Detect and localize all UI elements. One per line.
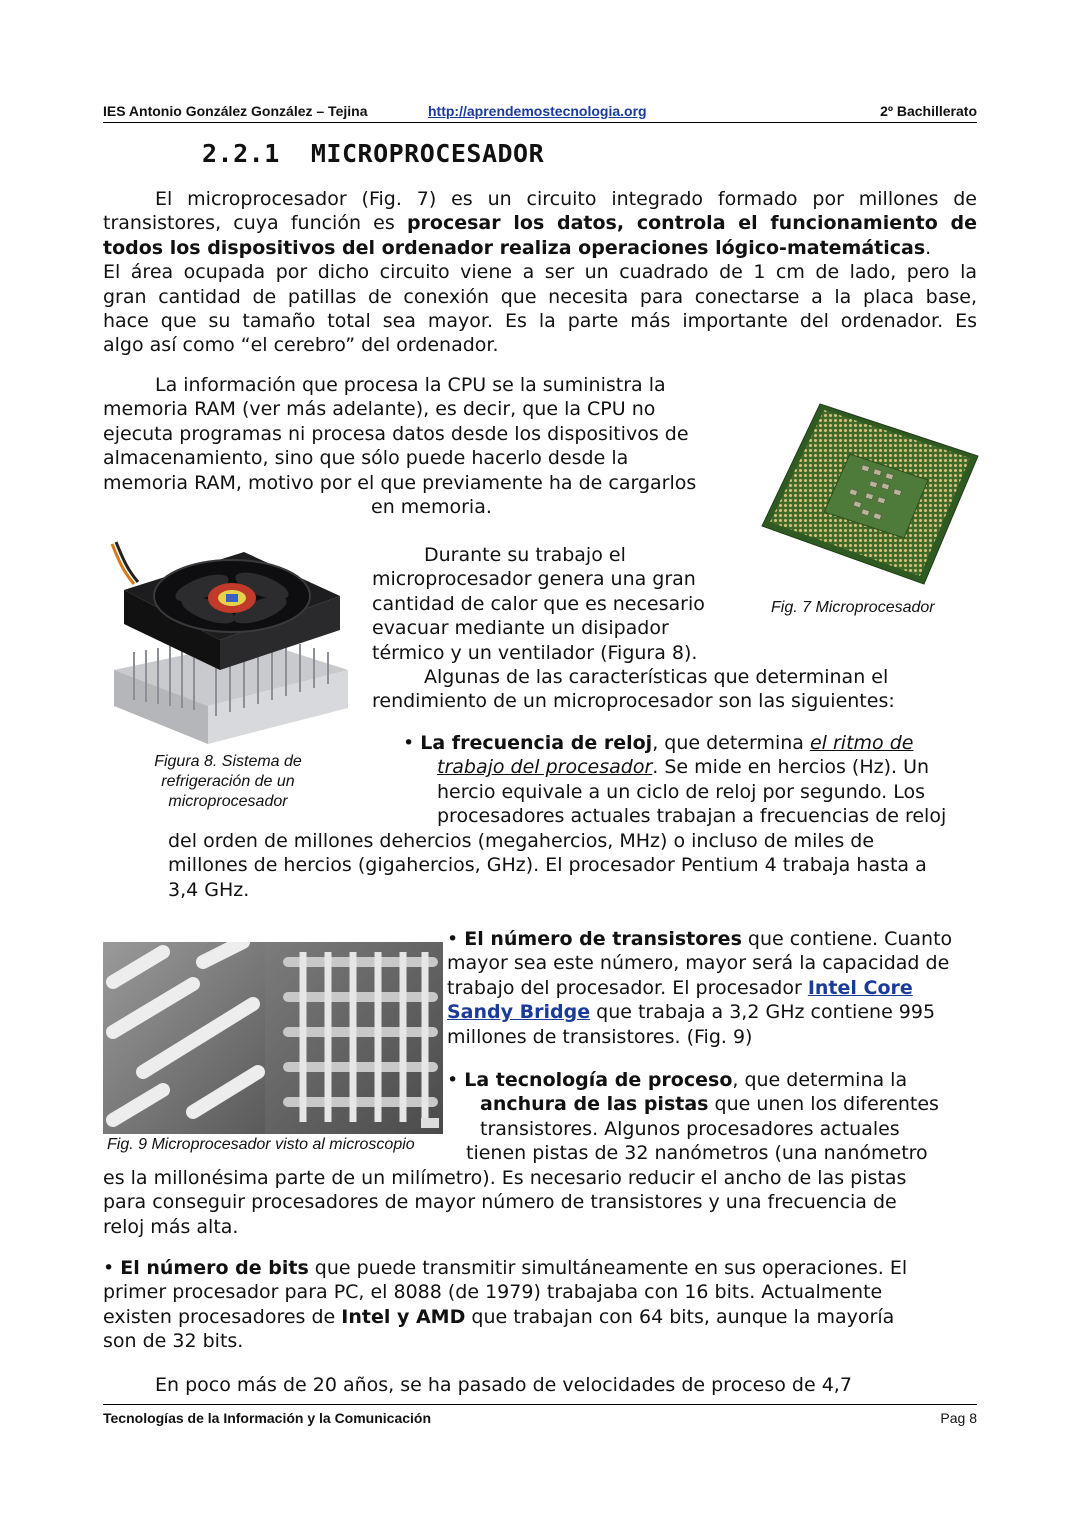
- text: que unen los diferentes: [708, 1093, 939, 1116]
- header-url[interactable]: [428, 103, 647, 119]
- line: ejecuta programas ni procesa datos desde los dispositivos de: [103, 422, 689, 445]
- line: algo así como “el cerebro” del ordenador.: [103, 334, 499, 357]
- text: . Se mide en hercios (Hz). Un: [652, 756, 930, 779]
- line: millones de transistores. (Fig. 9): [447, 1025, 753, 1048]
- line: son de 32 bits.: [103, 1330, 244, 1353]
- text: que puede transmitir simultáneamente en sus operaciones. El: [308, 1257, 908, 1279]
- text: que trabajan con 64 bits, aunque la mayoría: [465, 1305, 895, 1328]
- paragraph-intro: [103, 187, 977, 358]
- line: procesadores actuales trabajan a frecuencias de reloj: [437, 805, 947, 828]
- fig7-caption: Fig. 7 Microprocesador: [771, 599, 935, 616]
- line: La información que procesa la CPU se la suministra la: [155, 374, 666, 396]
- caption-line: microprocesador: [168, 793, 288, 810]
- link-intel-core[interactable]: Intel Core: [807, 976, 913, 999]
- bold-text: anchura de las pistas: [480, 1093, 709, 1116]
- bullet-transistors: [447, 927, 979, 1049]
- footer-subject: Tecnologías de la Información y la Comunicación: [103, 1410, 432, 1426]
- link-ritmo[interactable]: el ritmo de: [809, 732, 914, 754]
- bold-text: El número de transistores: [464, 928, 742, 950]
- header-level: 2º Bachillerato: [880, 103, 977, 119]
- line: para conseguir procesadores de mayor número de transistores y una frecuencia de: [103, 1191, 897, 1214]
- line: reloj más alta.: [103, 1215, 239, 1238]
- line: transistores. Algunos procesadores actuales: [480, 1117, 900, 1140]
- bullet: •: [447, 1069, 459, 1091]
- line: primer procesador para PC, el 8088 (de 1979) trabajaba con 16 bits. Actualmente: [103, 1281, 883, 1304]
- section-title-text: MICROPROCESADOR: [310, 139, 545, 168]
- bullet-bits: [103, 1256, 977, 1354]
- line: Algunas de las características que determinan el: [424, 666, 889, 689]
- heatsink-image: [104, 540, 352, 752]
- bullet-process: [447, 1068, 979, 1166]
- line: [447, 1000, 979, 1024]
- line: rendimiento de un microprocesador son las siguientes:: [372, 690, 895, 713]
- line: [447, 1068, 979, 1092]
- text: que contiene. Cuanto: [741, 928, 953, 950]
- line: hercio equivale a un ciclo de reloj por segundo. Los: [437, 780, 925, 803]
- footer-rule: [103, 1404, 977, 1405]
- line: [103, 236, 977, 260]
- line: memoria RAM (ver más adelante), es decir, que la CPU no: [103, 398, 656, 421]
- line: gran cantidad de patillas de conexión que necesita para conectarse a la placa base,: [103, 285, 977, 308]
- bullet: •: [447, 928, 459, 950]
- text: existen procesadores de: [103, 1305, 342, 1328]
- paragraph-heat: [372, 543, 932, 714]
- line: almacenamiento, sino que sólo puede hacerlo desde la: [103, 447, 629, 470]
- header-rule: [103, 122, 977, 123]
- line: El microprocesador (Fig. 7) es un circuito integrado formado por millones de: [155, 188, 977, 210]
- text: , que determina: [652, 732, 810, 754]
- line: [447, 976, 979, 1000]
- bold-text: Intel y AMD: [341, 1305, 466, 1328]
- fig9-caption: Fig. 9 Microprocesador visto al microscopio: [107, 1136, 415, 1153]
- line: cantidad de calor que es necesario: [372, 592, 705, 615]
- line: microprocesador genera una gran: [372, 568, 696, 591]
- bold-text: procesar los datos, controla el funcionamiento de: [406, 212, 978, 235]
- line: 3,4 GHz.: [168, 878, 250, 901]
- line: [103, 211, 977, 235]
- link-trabajo[interactable]: trabajo del procesador: [437, 756, 653, 779]
- header-school: IES Antonio González González – Tejina: [103, 103, 368, 119]
- bold-text: todos los dispositivos del ordenador realiza operaciones lógico-matemáticas: [103, 236, 926, 259]
- line: en memoria.: [371, 496, 492, 519]
- section-number: 2.2.1: [202, 139, 280, 168]
- caption-line: Figura 8. Sistema de: [154, 753, 302, 770]
- paragraph-last: En poco más de 20 años, se ha pasado de velocidades de proceso de 4,7: [155, 1374, 852, 1396]
- line: Durante su trabajo el: [424, 544, 626, 566]
- bullet-clock: [403, 731, 983, 829]
- caption-line: refrigeración de un: [161, 773, 295, 790]
- line: [403, 731, 983, 755]
- text: .: [925, 236, 932, 259]
- bullet-process-cont: [103, 1166, 977, 1239]
- bullet: •: [103, 1257, 115, 1279]
- line: evacuar mediante un disipador: [372, 617, 669, 640]
- line: millones de hercios (gigahercios, GHz). El procesador Pentium 4 trabaja hasta a: [168, 854, 927, 877]
- line: tienen pistas de 32 nanómetros (una nanómetro: [466, 1142, 928, 1165]
- fig8-caption: [104, 752, 352, 812]
- line: [447, 1092, 979, 1116]
- line: [403, 755, 983, 779]
- section-title: [202, 139, 544, 168]
- line: [103, 1256, 977, 1280]
- text: , que determina la: [732, 1069, 908, 1091]
- text: trabajo del procesador. El procesador: [447, 976, 808, 999]
- line: mayor sea este número, mayor será la capacidad de: [447, 952, 950, 975]
- line: hace que su tamaño total sea mayor. Es la parte más importante del ordenador. Es: [103, 310, 977, 333]
- footer-page: Pag 8: [940, 1410, 977, 1426]
- text: que trabaja a 3,2 GHz contiene 995: [590, 1001, 936, 1024]
- line: memoria RAM, motivo por el que previamente ha de cargarlos: [103, 471, 697, 494]
- bold-text: La frecuencia de reloj: [420, 732, 653, 754]
- line: es la millonésima parte de un milímetro). Es necesario reducir el ancho de las pistas: [103, 1167, 907, 1189]
- header-url-link[interactable]: http://aprendemostecnologia.org: [428, 103, 647, 119]
- text: transistores, cuya función es: [103, 212, 407, 235]
- line: El área ocupada por dicho circuito viene a ser un cuadrado de 1 cm de lado, pero la: [103, 261, 977, 284]
- line: del orden de millones dehercios (megahercios, MHz) o incluso de miles de: [168, 830, 875, 852]
- bullet-clock-cont: [168, 829, 980, 902]
- heatsink-illustration: [104, 540, 352, 752]
- microscope-illustration: [103, 942, 443, 1134]
- line: [447, 927, 979, 951]
- paragraph-ram: [103, 373, 743, 519]
- bold-text: El número de bits: [120, 1257, 309, 1279]
- line: [103, 1305, 977, 1329]
- microscope-image: [103, 942, 443, 1134]
- line: térmico y un ventilador (Figura 8).: [372, 641, 698, 664]
- bullet: •: [403, 732, 415, 754]
- bold-text: La tecnología de proceso: [464, 1069, 733, 1091]
- link-sandy-bridge[interactable]: Sandy Bridge: [447, 1001, 591, 1024]
